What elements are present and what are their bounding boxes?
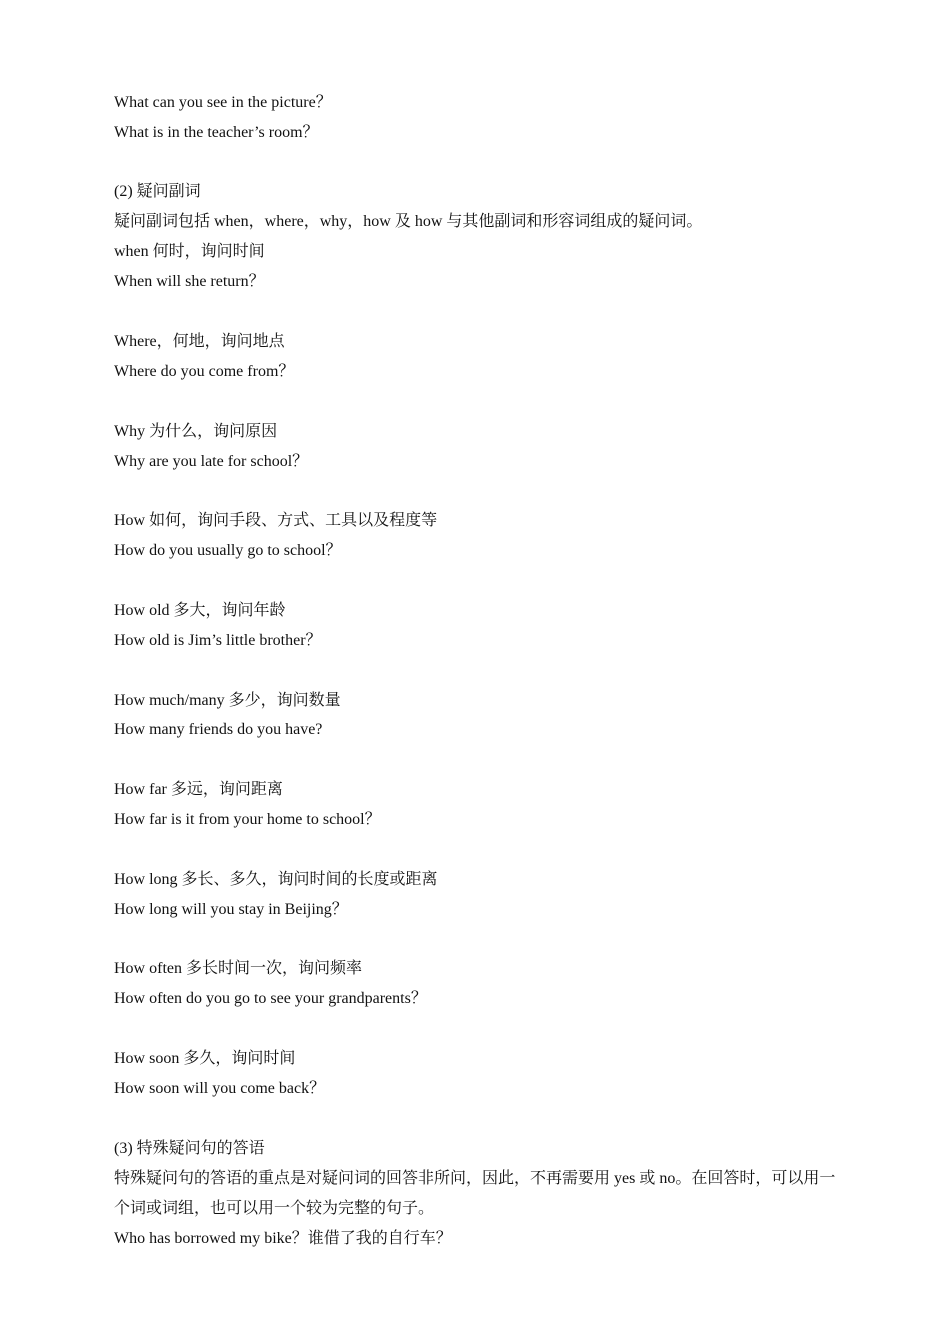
section-heading-interrogative-adverbs: (2) 疑问副词	[114, 183, 201, 200]
example-how-far: How far is it from your home to school？	[114, 811, 381, 828]
example-how-old: How old is Jim’s little brother？	[114, 632, 322, 649]
definition-how-old: How old 多大，询问年龄	[114, 602, 286, 619]
definition-how-often: How often 多长时间一次，询问频率	[114, 960, 362, 977]
example-question-picture: What can you see in the picture？	[114, 94, 332, 111]
section-heading-answers: (3) 特殊疑问句的答语	[114, 1140, 265, 1157]
example-how-soon: How soon will you come back？	[114, 1080, 326, 1097]
example-where: Where do you come from？	[114, 363, 295, 380]
example-how-often: How often do you go to see your grandparents？	[114, 990, 427, 1007]
example-question-teachers-room: What is in the teacher’s room？	[114, 124, 319, 141]
example-when: When will she return？	[114, 273, 265, 290]
definition-how-much-many: How much/many 多少，询问数量	[114, 692, 341, 709]
definition-how-far: How far 多远，询问距离	[114, 781, 283, 798]
section-intro-interrogative-adverbs: 疑问副词包括 when，where，why，how 及 how 与其他副词和形容词组成的疑问词。	[114, 213, 703, 230]
definition-why: Why 为什么，询问原因	[114, 423, 278, 440]
example-how-long: How long will you stay in Beijing？	[114, 901, 348, 918]
example-who-borrowed: Who has borrowed my bike？谁借了我的自行车？	[114, 1230, 452, 1247]
example-why: Why are you late for school？	[114, 453, 309, 470]
section-paragraph-answers: 特殊疑问句的答语的重点是对疑问词的回答非所问，因此，不再需要用 yes 或 no。在回答时，可以用一个词或词组，也可以用一个较为完整的句子。	[114, 1170, 836, 1217]
definition-how-soon: How soon 多久，询问时间	[114, 1050, 296, 1067]
definition-when: when 何时，询问时间	[114, 243, 265, 260]
definition-where: Where，何地，询问地点	[114, 333, 285, 350]
definition-how: How 如何，询问手段、方式、工具以及程度等	[114, 512, 438, 529]
definition-how-long: How long 多长、多久，询问时间的长度或距离	[114, 871, 438, 888]
example-how-many: How many friends do you have?	[114, 721, 323, 738]
example-how: How do you usually go to school？	[114, 542, 342, 559]
